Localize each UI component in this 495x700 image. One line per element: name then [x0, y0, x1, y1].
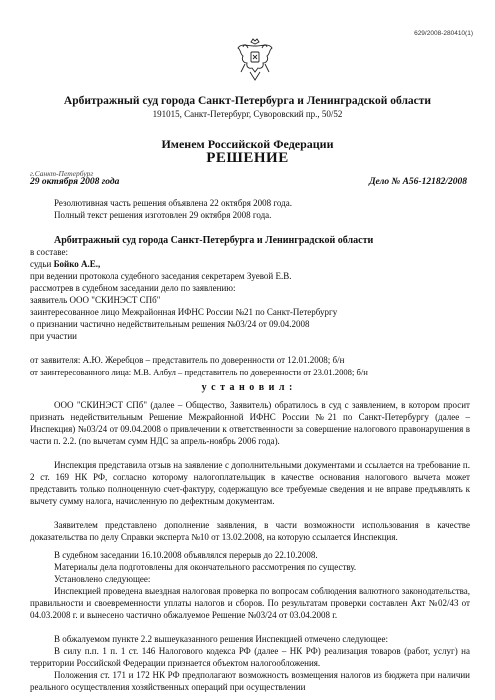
secretary-line: при ведении протокола судебного заседания секретарем Зуевой Е.В. [30, 271, 292, 281]
court-name: Арбитражный суд города Санкт-Петербурга и Ленинградской области [63, 95, 432, 107]
fulltext-line: Полный текст решения изготовлен 29 октября 2008 года. [54, 210, 272, 220]
coat-of-arms-emblem [236, 38, 274, 82]
paragraph-7: Инспекцией проведена выездная налоговая проверка по вопросам соблюдения валютного законодательства, правильности и своевременности уплаты налогов и сборов. По результатам проверки составлен Акт №02/43 от 04.03.2008 г. и вынесено частично обжалуемое Решение №03/24 от 03.04.2008 г. [30, 586, 470, 620]
paragraph-3: Заявителем представлено дополнение заявления, в части возможности использования в качестве доказательства по делу Справки эксперта №10 от 13.02.2008, на которую ссылается Инспекция. [30, 520, 470, 542]
judge-line [30, 259, 100, 269]
court-address: 191015, Санкт-Петербург, Суворовский пр., 50/52 [152, 109, 343, 119]
case-number: Дело № А56-12182/2008 [369, 177, 467, 187]
interested-rep-line: от заинтересованного лица: М.В. Албул – представитель по доверенности от 23.01.2008; б/н [30, 367, 368, 377]
participation-line: при участии [30, 331, 77, 341]
paragraph-9: В силу п.п. 1 п. 1 ст. 146 Налогового кодекса РФ (далее – НК РФ) реализация товаров (работ, услуг) на территории Российской Федерации признается объектом налогообложения. [30, 646, 470, 668]
subject-line: о признании частично недействительным решения №03/24 от 09.04.2008 [30, 319, 310, 329]
interested-party-line: заинтересованное лицо Межрайонная ИФНС России №21 по Санкт-Петербургу [30, 307, 338, 317]
composition-line: в составе: [30, 247, 68, 257]
document-title: РЕШЕНИЕ [206, 150, 289, 166]
paragraph-2: Инспекция представила отзыв на заявление с дополнительными документами и ссылается на требование п. 2 ст. 169 НК РФ, согласно которому налогоплательщик в качестве основания налогового вычета может представить только полноценную счет-фактуру, содержащую все требуемые сведения и не вправе предъявлять к вычету сумму налога, начисленную по дефектным документам. [30, 460, 470, 506]
composition-court: Арбитражный суд города Санкт-Петербурга и Ленинградской области [54, 235, 374, 246]
paragraph-10: Положения ст. 171 и 172 НК РФ предполагают возможность возмещения налогов из бюджета при наличии реального осуществления хозяйственных операций при осуществлении [30, 670, 470, 692]
announce-line: Резолютивная часть решения объявлена 22 октября 2008 года. [54, 198, 292, 208]
paragraph-1: ООО "СКИНЭСТ СПб" (далее – Общество, Заявитель) обратилось в суд с заявлением, в котором просит признать недействительным Решение Межрайонной ИФНС России №21 по Санкт-Петербургу (далее – Инспекция) №03/24 от 09.04.2008 о привлечении к ответственности за совершение налогового правонарушения в части п. 2.2. (по вычетам сумм НДС за апрель-ноябрь 2006 года). [30, 400, 470, 446]
decision-date: 29 октября 2008 года [30, 177, 120, 187]
document-id: 629/2008-280410(1) [414, 30, 473, 37]
paragraph-8: В обжалуемом пункте 2.2 вышеуказанного решения Инспекцией отмечено следующее: [54, 634, 389, 644]
applicant-rep-line: от заявителя: А.Ю. Жеребцов – представитель по доверенности от 12.01.2008; б/н [30, 355, 345, 365]
paragraph-4: В судебном заседании 16.10.2008 объявлялся перерыв до 22.10.2008. [54, 550, 318, 560]
case-considered-line: рассмотрев в судебном заседании дело по заявлению: [30, 283, 236, 293]
applicant-line: заявитель ООО "СКИНЭСТ СПб" [30, 295, 161, 305]
judge-name: Бойко А.Е., [53, 259, 101, 269]
judge-prefix: судьи [30, 259, 54, 269]
city: г.Санкт-Петербург [30, 169, 94, 178]
in-name-line: Именем Российской Федерации [161, 137, 334, 151]
paragraph-6: Установлено следующее: [54, 574, 151, 584]
paragraph-5: Материалы дела подготовлены для окончательного рассмотрения по существу. [54, 562, 357, 572]
established-heading: у с т а н о в и л : [201, 382, 294, 393]
